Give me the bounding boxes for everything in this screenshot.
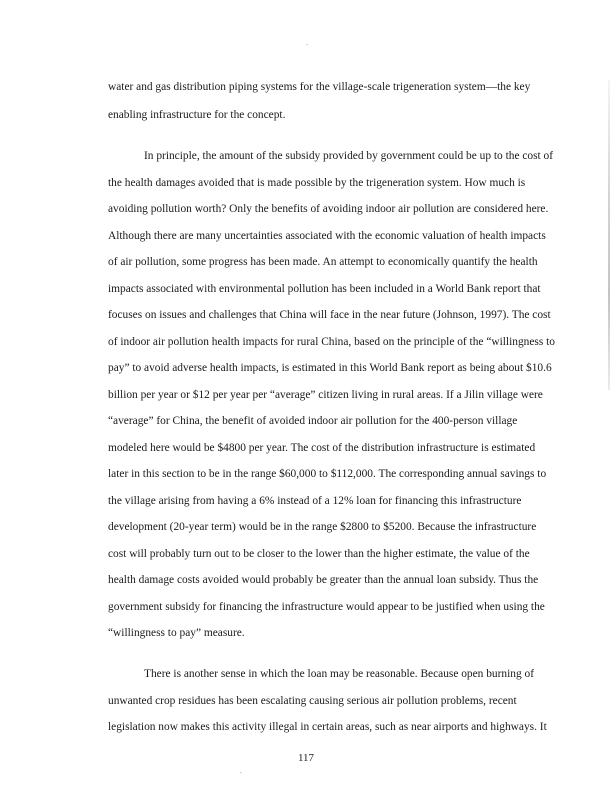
text-line: water and gas distribution piping systems for the village-scale trigeneration system—the key <box>108 81 531 93</box>
text-line: pay” to avoid adverse health impacts, is estimated in this World Bank report as being about $10.6 <box>108 362 552 375</box>
text-line: of air pollution, some progress has been made. An attempt to economically quantify the health <box>108 256 538 269</box>
text-line: “willingness to pay” measure. <box>108 627 245 639</box>
text-line: enabling infrastructure for the concept. <box>108 108 286 121</box>
text-line: Although there are many uncertainties associated with the economic valuation of health impacts <box>108 229 546 242</box>
text-line: cost will probably turn out to be closer to the lower than the higher estimate, the value of the <box>108 547 530 560</box>
scan-speck <box>240 772 242 773</box>
text-line: focuses on issues and challenges that China will face in the near future (Johnson, 1997). The cost <box>108 309 551 322</box>
text-line: avoiding pollution worth? Only the benefits of avoiding indoor air pollution are considered here. <box>108 203 549 216</box>
text-line: health damage costs avoided would probably be greater than the annual loan subsidy. Thus the <box>108 574 539 587</box>
text-line: “average” for China, the benefit of avoided indoor air pollution for the 400-person village <box>108 415 518 428</box>
page-number: 117 <box>297 752 315 764</box>
text-line: impacts associated with environmental pollution has been included in a World Bank report that <box>108 282 541 295</box>
text-line: later in this section to be in the range $60,000 to $112,000. The corresponding annual savings to <box>108 468 547 481</box>
text-line: modeled here would be $4800 per year. The cost of the distribution infrastructure is estimated <box>108 441 536 454</box>
scan-speck <box>306 44 308 45</box>
text-line: the village arising from having a 6% instead of a 12% loan for financing this infrastructure <box>108 494 522 507</box>
scan-edge-shadow <box>608 80 610 390</box>
text-line: government subsidy for financing the infrastructure would appear to be justified when using the <box>108 600 545 613</box>
text-line: In principle, the amount of the subsidy provided by government could be up to the cost of <box>144 150 554 163</box>
text-line: development (20-year term) would be in the range $2800 to $5200. Because the infrastructure <box>108 521 537 534</box>
text-line: There is another sense in which the loan may be reasonable. Because open burning of <box>144 668 534 680</box>
text-line: billion per year or $12 per year per “average” citizen living in rural areas. If a Jilin village were <box>108 388 543 401</box>
text-line: legislation now makes this activity illegal in certain areas, such as near airports and highways. It <box>108 721 547 733</box>
text-line: the health damages avoided that is made possible by the trigeneration system. How much is <box>108 176 526 189</box>
text-line: unwanted crop residues has been escalating causing serious air pollution problems, recent <box>108 694 517 707</box>
text-line: of indoor air pollution health impacts for rural China, based on the principle of the “willingness to <box>108 335 555 348</box>
